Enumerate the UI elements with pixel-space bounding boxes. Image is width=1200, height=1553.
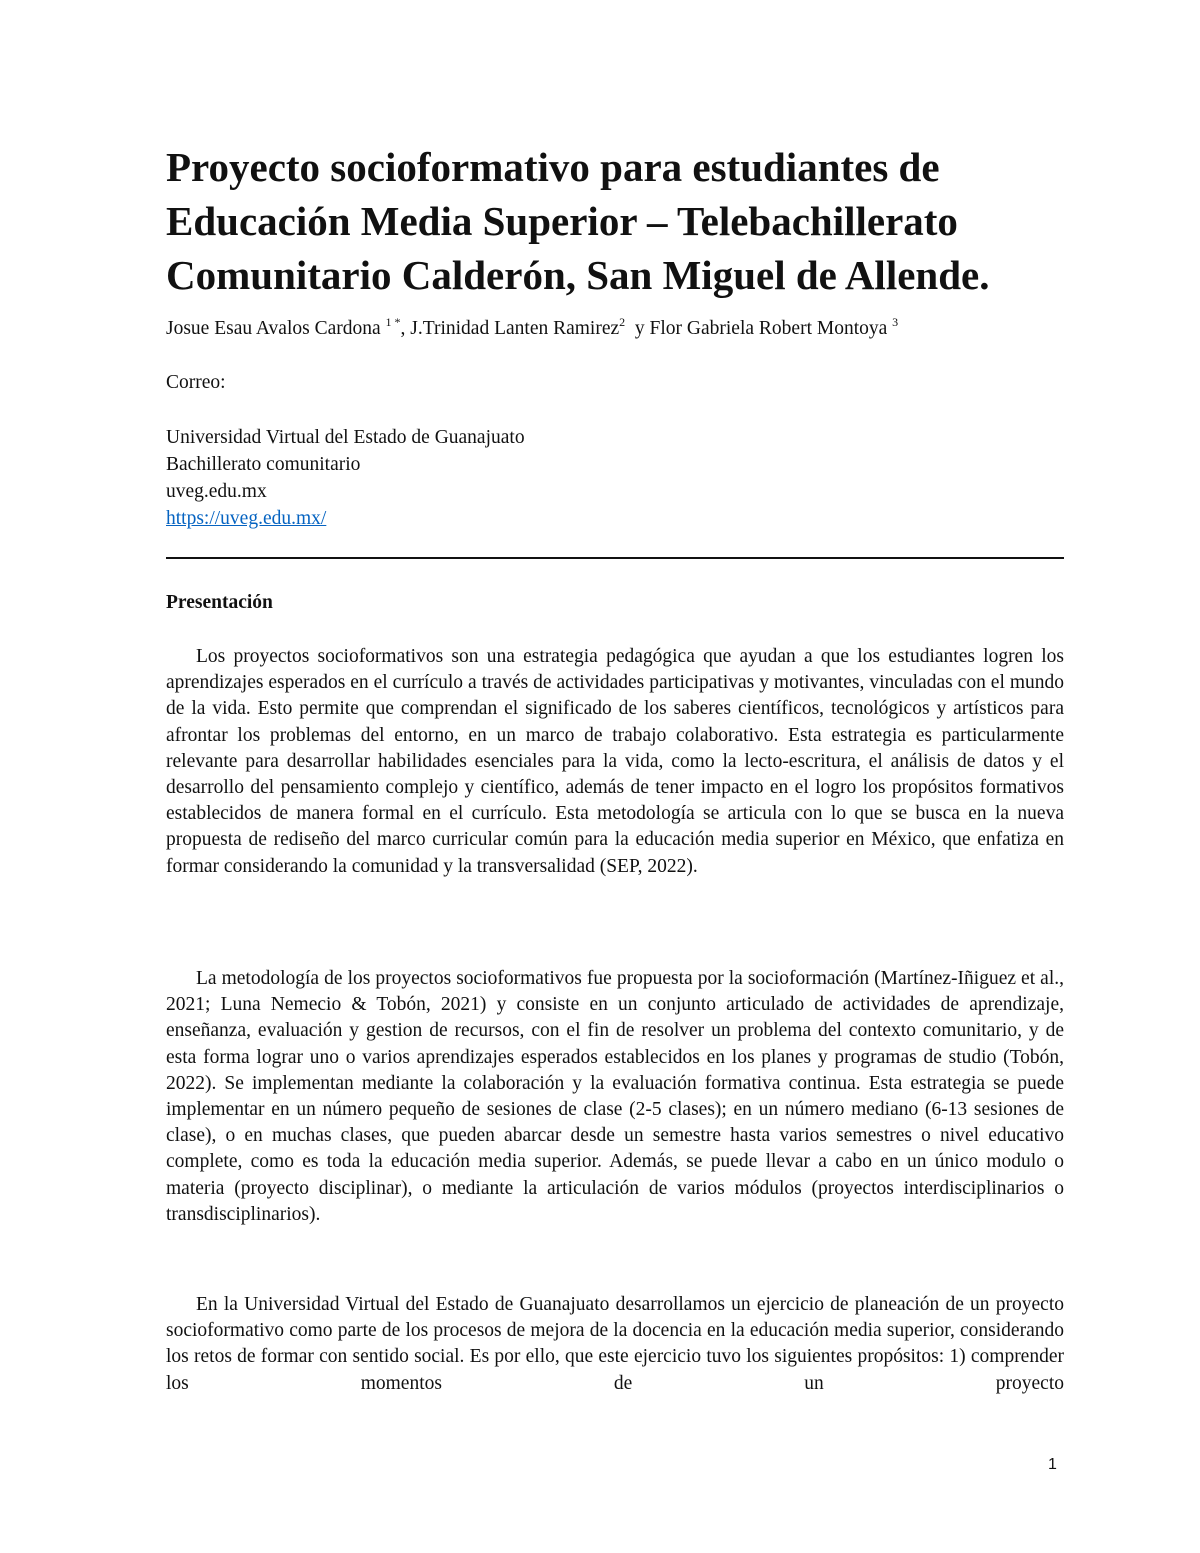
author-separator: y (625, 318, 650, 339)
title-line-3: Comunitario Calderón, San Miguel de Allende. (166, 252, 990, 298)
institution-link[interactable]: https://uveg.edu.mx/ (166, 508, 327, 529)
institution-name: Universidad Virtual del Estado de Guanajuato (166, 427, 525, 448)
author-list (166, 316, 898, 342)
author-name: Josue Esau Avalos Cardona (166, 318, 381, 339)
page-number: 1 (1048, 1456, 1057, 1473)
author-affiliation-mark: 1 * (385, 315, 401, 329)
author-affiliation-mark: 2 (619, 315, 626, 329)
body-paragraph: Los proyectos socioformativos son una estrategia pedagógica que ayudan a que los estudiantes logren los aprendizajes esperados en el currículo a través de actividades participativas y motivantes, vinculadas con el mundo de la vida. Esto permite que comprendan el significado de los saberes científicos, tecnológicos y artísticos para afrontar los problemas del entorno, en un marco de trabajo colaborativo. Esta estrategia es particularmente relevante para desarrollar habilidades esenciales para la vida, como la lecto-escritura, el análisis de datos y el desarrollo del pensamiento complejo y científico, además de tener impacto en el logro los propósitos formativos establecidos de manera formal en el currículo. Esta metodología se articula con lo que se busca en la nueva propuesta de rediseño del marco curricular común para la educación media superior en México, que enfatiza en formar considerando la comunidad y la transversalidad (SEP, 2022). (166, 646, 1064, 877)
correo-label: Correo: (166, 372, 226, 393)
horizontal-divider (166, 557, 1064, 559)
document-title (166, 140, 1064, 302)
author-name: Flor Gabriela Robert Montoya (649, 318, 888, 339)
author-affiliation-mark: 3 (892, 315, 899, 329)
body-paragraph: La metodología de los proyectos socioformativos fue propuesta por la socioformación (Martínez-Iñiguez et al., 2021; Luna Nemecio & Tobón, 2021) y consiste en un conjunto articulado de actividades de aprendizaje, enseñanza, evaluación y gestion de recursos, con el fin de resolver un problema del contexto comunitario, y de esta forma lograr uno o varios aprendizajes esperados establecidos en los planes y programas de studio (Tobón, 2022). Se implementan mediante la colaboración y la evaluación formativa continua. Esta estrategia se puede implementar en un número pequeño de sesiones de clase (2-5 clases); en un número mediano (6-13 sesiones de clase), o en muchas clases, que pueden abarcar desde un semestre hasta varios semestres o nivel educativo complete, como es toda la educación media superior. Además, se puede llevar a cabo en un único modulo o materia (proyecto disciplinar), o mediante la articulación de varios módulos (proyectos interdisciplinarios o transdisciplinarios). (166, 968, 1064, 1225)
program-name: Bachillerato comunitario (166, 454, 361, 475)
affiliation-block (166, 424, 525, 532)
document-page (166, 0, 1064, 1553)
body-paragraph: En la Universidad Virtual del Estado de Guanajuato desarrollamos un ejercicio de planeación de un proyecto socioformativo como parte de los procesos de mejora de la docencia en la educación media superior, considerando los retos de formar con sentido social. Es por ello, que este ejercicio tuvo los siguientes propósitos: 1) comprender los momentos de un proyecto (166, 1294, 1064, 1394)
title-line-2: Educación Media Superior – Telebachillerato (166, 198, 958, 244)
author-name: J.Trinidad Lanten Ramirez (410, 318, 620, 339)
institution-domain: uveg.edu.mx (166, 481, 267, 502)
author-separator: , (400, 318, 411, 339)
section-heading: Presentación (166, 592, 273, 613)
title-line-1: Proyecto socioformativo para estudiantes de (166, 144, 940, 190)
